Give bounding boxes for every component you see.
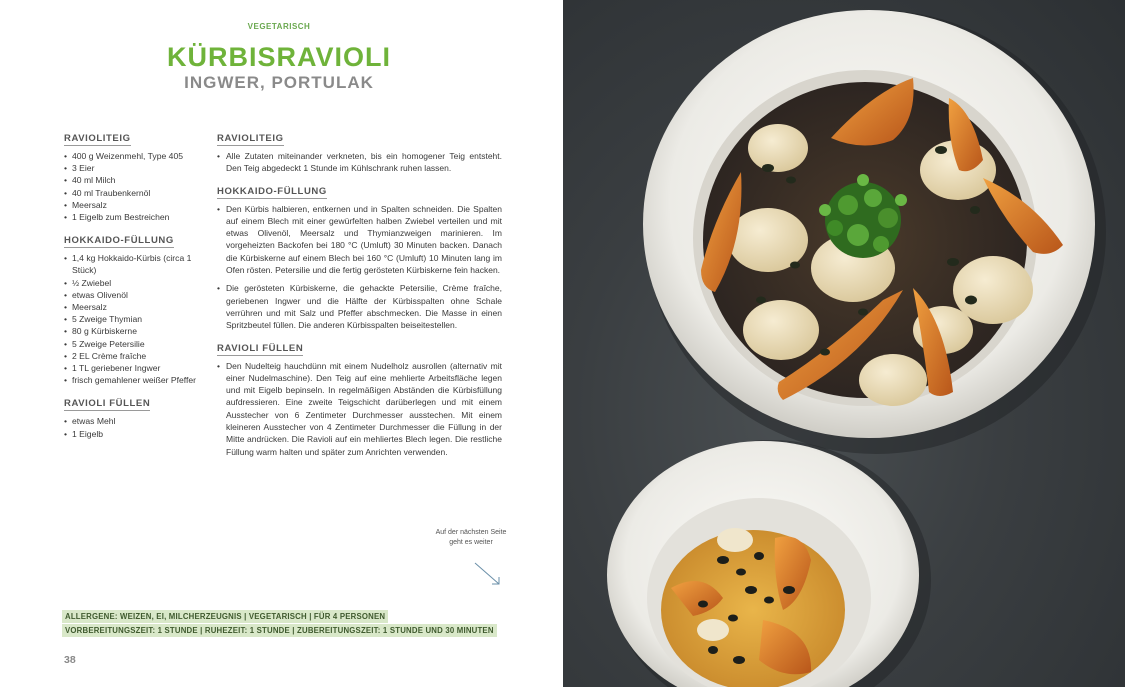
arrow-down-right-icon [472, 560, 504, 588]
recipe-category: VEGETARISCH [247, 22, 311, 31]
ingredient-item: • ½ Zwiebel [64, 277, 204, 289]
ingredients-heading-dough: RAVIOLITEIG [64, 133, 131, 144]
step-paragraph: • Den Nudelteig hauchdünn mit einem Nudelholz ausrollen (alternativ mit einer Nudelmaschine). Den Teig auf eine mehlierte Arbeitsfläche legen und mit Eigelb bepinseln. In regelmäßigen Abständen die Kürbisfüllung aufdressieren. Eine zweite Teigschicht darüberlegen und mit einem Ausstecher von 6 Zentimeter Durchmesser ausstechen. Mit einem kleineren Ausstecher von 4 Zentimeter Durchmesser die Füllung in der Mitte andrücken. Die Ravioli auf ein mehliertes Blech legen. Die restliche Füllung warm halten und später zum Anrichten verwenden. [217, 360, 502, 458]
ingredients-heading-fill-ravioli: RAVIOLI FÜLLEN [64, 398, 151, 410]
step-paragraph: • Die gerösteten Kürbiskerne, die gehackte Petersilie, Crème fraîche, geriebenen Ingwer und die Hälfte der Kürbisspalten ohne Schale verrühren und mit Salz und Pfeffer abschmecken. Die Masse in einen Spritzbeutel füllen. Die anderen Kürbisspalten beiseitestellen. [217, 282, 502, 331]
ingredient-item: • 1 Eigelb [64, 428, 204, 440]
ingredient-item: • 1 TL geriebener Ingwer [64, 362, 204, 374]
ingredient-item: • 1 Eigelb zum Bestreichen [64, 211, 204, 223]
ingredient-item: • 5 Zweige Thymian [64, 313, 204, 325]
ingredient-item: • Meersalz [64, 301, 204, 313]
step-list-dough [217, 150, 502, 175]
food-photo-illustration [563, 0, 1125, 687]
allergens-bar: ALLERGENE: WEIZEN, EI, MILCHERZEUGNIS | VEGETARISCH | FÜR 4 PERSONEN [62, 610, 388, 623]
step-paragraph: • Alle Zutaten miteinander verkneten, bis ein homogener Teig entsteht. Den Teig abgedeckt 1 Stunde im Kühlschrank ruhen lassen. [217, 150, 502, 175]
ingredient-item: • frisch gemahlener weißer Pfeffer [64, 374, 204, 386]
ingredient-item: • 1,4 kg Hokkaido-Kürbis (circa 1 Stück) [64, 252, 204, 276]
recipe-title: KÜRBISRAVIOLI [166, 42, 391, 72]
large-bowl [643, 10, 1106, 454]
recipe-subtitle: INGWER, PORTULAK [184, 73, 374, 92]
step-paragraph: • Den Kürbis halbieren, entkernen und in Spalten schneiden. Die Spalten auf einem Blech mit einer gewürfelten halben Zwiebel verteilen und mit etwas Olivenöl, Meersalz und Thymianzweigen marinieren. Im vorgeheizten Backofen bei 180 °C (Umluft) 30 Minuten backen. Danach die Kürbiskerne auf einem Blech bei 160 °C (Umluft) 10 Minuten lang im Ofen rösten. Petersilie und die fertig gerösteten Kürbiskerne fein hacken. [217, 203, 502, 277]
ingredient-item: • 3 Eier [64, 162, 204, 174]
step-heading-fill-ravioli: RAVIOLI FÜLLEN [217, 342, 304, 354]
ingredients-column [64, 128, 204, 447]
ingredient-item: • 80 g Kürbiskerne [64, 325, 204, 337]
small-bowl [607, 440, 931, 687]
ingredients-list-dough [64, 150, 204, 223]
ingredient-item: • 40 ml Milch [64, 174, 204, 186]
step-list-fill-ravioli [217, 360, 502, 458]
ingredient-item: • 5 Zweige Petersilie [64, 338, 204, 350]
ingredients-heading-filling: HOKKAIDO-FÜLLUNG [64, 235, 174, 247]
ingredient-item: • Meersalz [64, 199, 204, 211]
ingredients-list-fill-ravioli [64, 415, 204, 439]
step-heading-dough: RAVIOLITEIG [217, 133, 284, 144]
continue-note: Auf der nächsten Seite geht es weiter [435, 529, 507, 546]
times-bar: VORBEREITUNGSZEIT: 1 STUNDE | RUHEZEIT: 1 STUNDE | ZUBEREITUNGSZEIT: 1 STUNDE UND 30 MINUTEN [62, 624, 497, 637]
step-heading-filling: HOKKAIDO-FÜLLUNG [217, 185, 327, 197]
page-number: 38 [64, 654, 76, 666]
ingredient-item: • 400 g Weizenmehl, Type 405 [64, 150, 204, 162]
ingredient-item: • etwas Mehl [64, 415, 204, 427]
ingredient-item: • 2 EL Crème fraîche [64, 350, 204, 362]
ingredient-item: • 40 ml Traubenkernöl [64, 187, 204, 199]
ingredient-item: • etwas Olivenöl [64, 289, 204, 301]
step-list-filling [217, 203, 502, 332]
food-photo [563, 0, 1125, 687]
instructions-column [217, 128, 502, 464]
ingredients-list-filling [64, 252, 204, 386]
